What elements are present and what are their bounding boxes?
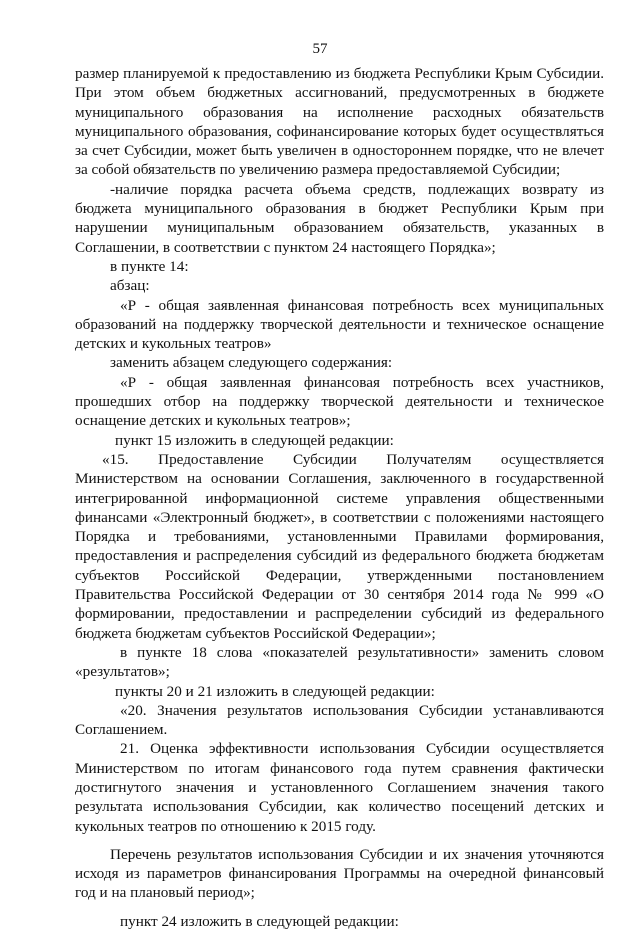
paragraph-clause-14-heading: в пункте 14: bbox=[110, 257, 189, 275]
paragraph-refund-procedure: -наличие порядка расчета объема средств, подлежащих возврату из бюджета муниципального образования в бюджет Республики Крым при нарушении муниципальным образованием обязательств, указанных в Соглашении, в соответствии с пунктом 24 настоящего Порядка»; bbox=[75, 180, 604, 256]
paragraph-old-formula: «Р - общая заявленная финансовая потребность всех муниципальных образований на поддержку творческой деятельности и техническое оснащение детских и кукольных театров» bbox=[75, 296, 604, 353]
paragraph-clause-24-heading: пункт 24 изложить в следующей редакции: bbox=[120, 912, 399, 930]
paragraph-clause-15-text: «15. Предоставление Субсидии Получателям осуществляется Министерством на основании Соглашения, заключенного в государственной интегрированной информационной системе управления общественными финансами «Электронный бюджет», в соответствии с положениями настоящего Порядка и требованиями, установленными Правилами формирования, предоставления и распределения субсидий из федерального бюджета бюджетам субъектов Российской Федерации, утвержденными постановлением Правительства Российской Федерации от 30 сентября 2014 года № 999 «О формировании, предоставлении и распределении субсидий из федерального бюджета бюджетам субъектов Российской Федерации»; bbox=[75, 450, 604, 642]
paragraph-abzac: абзац: bbox=[110, 277, 150, 295]
paragraph-subsidy-amount: размер планируемой к предоставлению из бюджета Республики Крым Субсидии. При этом объем бюджетных ассигнований, предусмотренных в бюджете муниципального образования на исполнение расходных обязательств муниципального образования, софинансирование которых будет осуществляться за счет Субсидии, может быть увеличен в одностороннем порядке, что не влечет за собой обязательств по увеличению размера предоставляемой Субсидии; bbox=[75, 65, 604, 179]
paragraph-clauses-20-21-heading: пункты 20 и 21 изложить в следующей редакции: bbox=[115, 682, 435, 700]
document-body bbox=[75, 64, 604, 931]
paragraph-clause-18: в пункте 18 слова «показателей результативности» заменить словом «результатов»; bbox=[75, 643, 604, 681]
paragraph-new-formula: «Р - общая заявленная финансовая потребность всех участников, прошедших отбор на поддержку творческой деятельности и техническое оснащение детских и кукольных театров»; bbox=[75, 373, 604, 430]
paragraph-results-list: Перечень результатов использования Субсидии и их значения уточняются исходя из параметров финансирования Программы на очередной финансовый год и на плановый период»; bbox=[75, 845, 604, 902]
page-number: 57 bbox=[312, 41, 328, 57]
paragraph-clause-15-heading: пункт 15 изложить в следующей редакции: bbox=[115, 431, 394, 449]
paragraph-clause-20: «20. Значения результатов использования Субсидии устанавливаются Соглашением. bbox=[75, 701, 604, 739]
paragraph-replace-with: заменить абзацем следующего содержания: bbox=[110, 354, 393, 372]
paragraph-clause-21: 21. Оценка эффективности использования Субсидии осуществляется Министерством по итогам финансового года путем сравнения фактически достигнутого значения и установленного Соглашением значения такого результата использования Субсидии, как количество посещений детских и кукольных театров по отношению к 2015 году. bbox=[75, 740, 604, 835]
